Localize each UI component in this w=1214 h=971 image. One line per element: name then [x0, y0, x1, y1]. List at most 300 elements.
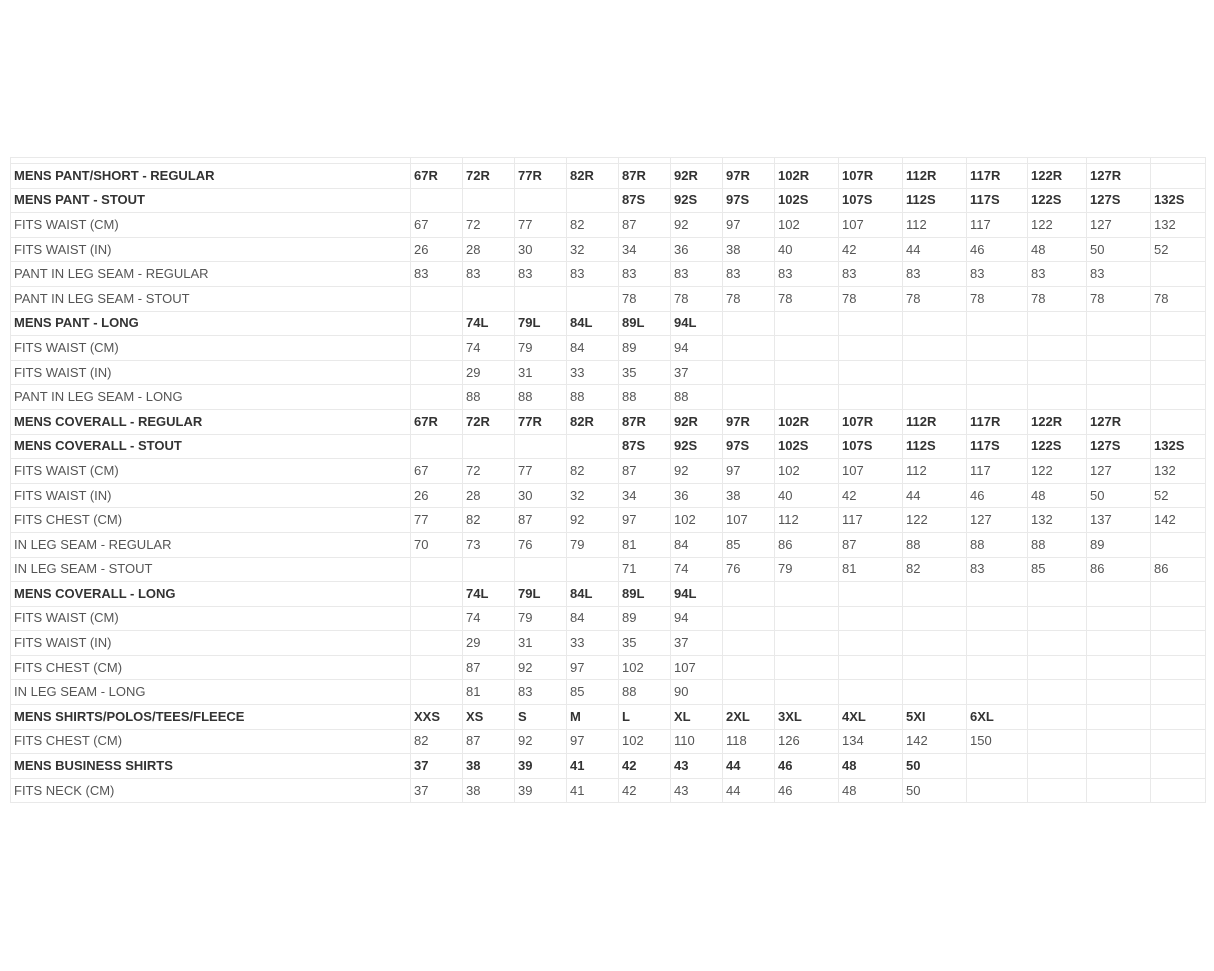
table-row: [11, 508, 1206, 533]
cell: 37: [671, 360, 723, 385]
table-row: [11, 754, 1206, 779]
cell: 67: [411, 459, 463, 484]
cell: 87: [619, 213, 671, 238]
cell: [515, 557, 567, 582]
cell: 107: [723, 508, 775, 533]
cell: [411, 311, 463, 336]
cell: 70: [411, 532, 463, 557]
cell: 83: [515, 262, 567, 287]
cell: [1028, 336, 1087, 361]
cell: 2XL: [723, 705, 775, 730]
cell: 112: [903, 213, 967, 238]
cell: 46: [967, 237, 1028, 262]
cell: 31: [515, 360, 567, 385]
cell: 107: [839, 213, 903, 238]
cell: [411, 336, 463, 361]
cell: 117: [967, 459, 1028, 484]
cell: 127: [967, 508, 1028, 533]
cell: [839, 311, 903, 336]
cell: [463, 557, 515, 582]
cell: 97R: [723, 164, 775, 189]
cell: 78: [1028, 286, 1087, 311]
row-label: FITS WAIST (IN): [11, 360, 411, 385]
cell: 32: [567, 237, 619, 262]
table-row: [11, 655, 1206, 680]
row-label: MENS PANT/SHORT - REGULAR: [11, 164, 411, 189]
cell: [903, 311, 967, 336]
cell: 92: [671, 213, 723, 238]
cell: 92S: [671, 434, 723, 459]
cell: 85: [567, 680, 619, 705]
cell: [967, 360, 1028, 385]
cell: [1028, 631, 1087, 656]
cell: [723, 606, 775, 631]
cell: 82: [567, 213, 619, 238]
table-row: [11, 336, 1206, 361]
cell: 94: [671, 606, 723, 631]
cell: 72: [463, 213, 515, 238]
cell: 67R: [411, 409, 463, 434]
cell: 33: [567, 360, 619, 385]
cell: [839, 631, 903, 656]
table-row: [11, 582, 1206, 607]
cell: 82R: [567, 409, 619, 434]
cell: 82: [463, 508, 515, 533]
cell: 102: [671, 508, 723, 533]
cell: 112: [775, 508, 839, 533]
cell: 97: [567, 729, 619, 754]
cell: [411, 582, 463, 607]
cell: 77R: [515, 164, 567, 189]
cell: S: [515, 705, 567, 730]
size-chart-table: [10, 157, 1206, 803]
cell: 38: [463, 778, 515, 803]
cell: 44: [903, 483, 967, 508]
cell: 89L: [619, 311, 671, 336]
cell: [1087, 754, 1151, 779]
table-row: [11, 532, 1206, 557]
row-label: FITS CHEST (CM): [11, 729, 411, 754]
cell: 83: [775, 262, 839, 287]
cell: [463, 286, 515, 311]
table-row: [11, 311, 1206, 336]
cell: 29: [463, 631, 515, 656]
table-row: [11, 459, 1206, 484]
cell: 40: [775, 237, 839, 262]
cell: [775, 631, 839, 656]
cell: 77: [515, 213, 567, 238]
cell: [723, 311, 775, 336]
cell: [967, 778, 1028, 803]
cell: [1028, 311, 1087, 336]
cell: 97S: [723, 188, 775, 213]
cell: [1151, 360, 1206, 385]
cell: 36: [671, 237, 723, 262]
cell: 117R: [967, 164, 1028, 189]
cell: 150: [967, 729, 1028, 754]
cell: [1028, 582, 1087, 607]
cell: 41: [567, 778, 619, 803]
cell: 37: [411, 778, 463, 803]
cell: 142: [903, 729, 967, 754]
cell: [839, 336, 903, 361]
cell: 46: [775, 778, 839, 803]
cell: 88: [671, 385, 723, 410]
cell: 134: [839, 729, 903, 754]
cell: [775, 360, 839, 385]
cell: [967, 385, 1028, 410]
cell: 127: [1087, 213, 1151, 238]
cell: [903, 336, 967, 361]
cell: 97S: [723, 434, 775, 459]
cell: [1151, 705, 1206, 730]
cell: [1028, 680, 1087, 705]
cell: [839, 606, 903, 631]
cell: [1087, 606, 1151, 631]
cell: 74: [463, 336, 515, 361]
table-row: [11, 729, 1206, 754]
cell: 79: [567, 532, 619, 557]
cell: 122S: [1028, 188, 1087, 213]
cell: 117S: [967, 434, 1028, 459]
table-row: [11, 631, 1206, 656]
cell: 84: [567, 606, 619, 631]
cell: 81: [839, 557, 903, 582]
cell: [903, 385, 967, 410]
cell: 37: [671, 631, 723, 656]
cell: [903, 582, 967, 607]
cell: 79: [515, 336, 567, 361]
cell: [411, 385, 463, 410]
cell: 132: [1151, 459, 1206, 484]
cell: [775, 311, 839, 336]
cell: 127S: [1087, 188, 1151, 213]
cell: 28: [463, 483, 515, 508]
cell: 112R: [903, 409, 967, 434]
cell: 112S: [903, 434, 967, 459]
cell: L: [619, 705, 671, 730]
cell: 50: [1087, 483, 1151, 508]
cell: 117: [839, 508, 903, 533]
cell: 97R: [723, 409, 775, 434]
cell: 30: [515, 483, 567, 508]
cell: [903, 655, 967, 680]
cell: 3XL: [775, 705, 839, 730]
cell: 42: [839, 237, 903, 262]
cell: [723, 360, 775, 385]
cell: 83: [723, 262, 775, 287]
cell: [1028, 606, 1087, 631]
cell: 44: [723, 778, 775, 803]
cell: 67: [411, 213, 463, 238]
cell: 48: [1028, 483, 1087, 508]
row-label: IN LEG SEAM - LONG: [11, 680, 411, 705]
cell: 107R: [839, 409, 903, 434]
cell: 89: [1087, 532, 1151, 557]
cell: [775, 655, 839, 680]
cell: 82R: [567, 164, 619, 189]
cell: 132S: [1151, 434, 1206, 459]
cell: [411, 557, 463, 582]
cell: 38: [463, 754, 515, 779]
cell: [411, 606, 463, 631]
cell: 112S: [903, 188, 967, 213]
cell: 79: [775, 557, 839, 582]
row-label: FITS CHEST (CM): [11, 508, 411, 533]
table-row: [11, 606, 1206, 631]
cell: 102: [775, 213, 839, 238]
cell: 35: [619, 360, 671, 385]
cell: 122R: [1028, 164, 1087, 189]
table-row: [11, 286, 1206, 311]
cell: 32: [567, 483, 619, 508]
row-label: FITS CHEST (CM): [11, 655, 411, 680]
cell: 48: [839, 754, 903, 779]
cell: [567, 188, 619, 213]
cell: [411, 360, 463, 385]
table-row: [11, 188, 1206, 213]
cell: 90: [671, 680, 723, 705]
cell: 78: [723, 286, 775, 311]
cell: 92: [515, 729, 567, 754]
cell: [1087, 336, 1151, 361]
cell: 122R: [1028, 409, 1087, 434]
cell: 88: [619, 385, 671, 410]
cell: [1151, 655, 1206, 680]
cell: 132S: [1151, 188, 1206, 213]
row-label: FITS NECK (CM): [11, 778, 411, 803]
cell: 82: [903, 557, 967, 582]
cell: 38: [723, 237, 775, 262]
cell: 78: [671, 286, 723, 311]
cell: 117S: [967, 188, 1028, 213]
cell: [967, 582, 1028, 607]
cell: 46: [967, 483, 1028, 508]
cell: 88: [515, 385, 567, 410]
cell: [1151, 778, 1206, 803]
cell: 79L: [515, 582, 567, 607]
cell: 42: [839, 483, 903, 508]
cell: [1151, 754, 1206, 779]
cell: 50: [903, 778, 967, 803]
cell: [1151, 606, 1206, 631]
cell: [967, 606, 1028, 631]
row-label: MENS BUSINESS SHIRTS: [11, 754, 411, 779]
cell: 122S: [1028, 434, 1087, 459]
cell: [1087, 705, 1151, 730]
cell: 86: [1087, 557, 1151, 582]
cell: 83: [411, 262, 463, 287]
cell: 92R: [671, 164, 723, 189]
table-row: [11, 262, 1206, 287]
cell: [967, 631, 1028, 656]
cell: 42: [619, 754, 671, 779]
cell: [775, 582, 839, 607]
cell: 84: [671, 532, 723, 557]
cell: [567, 286, 619, 311]
row-label: MENS COVERALL - STOUT: [11, 434, 411, 459]
cell: [1151, 409, 1206, 434]
row-label: MENS SHIRTS/POLOS/TEES/FLEECE: [11, 705, 411, 730]
cell: 87R: [619, 164, 671, 189]
cell: 94L: [671, 311, 723, 336]
cell: 87S: [619, 188, 671, 213]
row-label: FITS WAIST (CM): [11, 336, 411, 361]
cell: 87: [619, 459, 671, 484]
cell: 85: [723, 532, 775, 557]
cell: [1028, 360, 1087, 385]
cell: 102R: [775, 409, 839, 434]
cell: [1087, 385, 1151, 410]
cell: 102: [775, 459, 839, 484]
table-row: [11, 164, 1206, 189]
cell: 67R: [411, 164, 463, 189]
cell: 87: [515, 508, 567, 533]
row-label: FITS WAIST (CM): [11, 459, 411, 484]
cell: 127R: [1087, 164, 1151, 189]
cell: 84L: [567, 582, 619, 607]
cell: [463, 188, 515, 213]
cell: 97: [619, 508, 671, 533]
cell: [1151, 631, 1206, 656]
cell: 77: [515, 459, 567, 484]
cell: 41: [567, 754, 619, 779]
cell: 102: [619, 729, 671, 754]
cell: 97: [723, 213, 775, 238]
cell: 122: [903, 508, 967, 533]
cell: 88: [1028, 532, 1087, 557]
cell: 74: [671, 557, 723, 582]
cell: 72R: [463, 164, 515, 189]
cell: XS: [463, 705, 515, 730]
cell: [1151, 385, 1206, 410]
cell: 107: [839, 459, 903, 484]
cell: [839, 385, 903, 410]
cell: 88: [567, 385, 619, 410]
cell: [903, 606, 967, 631]
cell: [1151, 680, 1206, 705]
cell: 78: [903, 286, 967, 311]
cell: 85: [1028, 557, 1087, 582]
cell: 87: [463, 729, 515, 754]
cell: [775, 680, 839, 705]
cell: 82: [411, 729, 463, 754]
cell: [967, 680, 1028, 705]
cell: [1087, 778, 1151, 803]
cell: 40: [775, 483, 839, 508]
cell: 127S: [1087, 434, 1151, 459]
cell: 35: [619, 631, 671, 656]
cell: 79: [515, 606, 567, 631]
cell: 107S: [839, 434, 903, 459]
cell: 88: [619, 680, 671, 705]
cell: [723, 655, 775, 680]
cell: [1151, 262, 1206, 287]
row-label: FITS WAIST (IN): [11, 237, 411, 262]
table-row: [11, 213, 1206, 238]
cell: 102R: [775, 164, 839, 189]
cell: 79L: [515, 311, 567, 336]
cell: [1087, 582, 1151, 607]
cell: 26: [411, 237, 463, 262]
cell: 87R: [619, 409, 671, 434]
cell: 83: [671, 262, 723, 287]
cell: [1151, 532, 1206, 557]
cell: 137: [1087, 508, 1151, 533]
cell: [463, 434, 515, 459]
cell: 39: [515, 778, 567, 803]
cell: 78: [839, 286, 903, 311]
cell: 74L: [463, 582, 515, 607]
cell: 83: [463, 262, 515, 287]
cell: XL: [671, 705, 723, 730]
cell: 83: [515, 680, 567, 705]
cell: [967, 336, 1028, 361]
cell: [903, 631, 967, 656]
cell: 83: [967, 557, 1028, 582]
cell: [1087, 680, 1151, 705]
table-row: [11, 237, 1206, 262]
cell: 52: [1151, 237, 1206, 262]
cell: 112R: [903, 164, 967, 189]
cell: 76: [723, 557, 775, 582]
cell: 132: [1151, 213, 1206, 238]
row-label: PANT IN LEG SEAM - STOUT: [11, 286, 411, 311]
row-label: MENS COVERALL - LONG: [11, 582, 411, 607]
cell: 89: [619, 606, 671, 631]
cell: 92R: [671, 409, 723, 434]
cell: 97: [723, 459, 775, 484]
cell: 81: [463, 680, 515, 705]
cell: 48: [839, 778, 903, 803]
cell: 78: [619, 286, 671, 311]
cell: 87: [839, 532, 903, 557]
cell: 78: [967, 286, 1028, 311]
cell: 89L: [619, 582, 671, 607]
cell: 92S: [671, 188, 723, 213]
cell: 37: [411, 754, 463, 779]
cell: 126: [775, 729, 839, 754]
cell: 5XI: [903, 705, 967, 730]
cell: 82: [567, 459, 619, 484]
cell: [1151, 164, 1206, 189]
cell: 88: [463, 385, 515, 410]
row-label: FITS WAIST (IN): [11, 631, 411, 656]
cell: 73: [463, 532, 515, 557]
cell: 83: [619, 262, 671, 287]
cell: 86: [775, 532, 839, 557]
row-label: MENS PANT - LONG: [11, 311, 411, 336]
cell: [1151, 582, 1206, 607]
cell: [967, 655, 1028, 680]
cell: 71: [619, 557, 671, 582]
row-label: IN LEG SEAM - REGULAR: [11, 532, 411, 557]
row-label: MENS PANT - STOUT: [11, 188, 411, 213]
cell: 117R: [967, 409, 1028, 434]
cell: [515, 286, 567, 311]
cell: 52: [1151, 483, 1206, 508]
cell: 29: [463, 360, 515, 385]
cell: 43: [671, 778, 723, 803]
table-row: [11, 680, 1206, 705]
cell: [1151, 311, 1206, 336]
table-row: [11, 705, 1206, 730]
cell: 30: [515, 237, 567, 262]
cell: 122: [1028, 213, 1087, 238]
cell: M: [567, 705, 619, 730]
cell: 122: [1028, 459, 1087, 484]
cell: 77R: [515, 409, 567, 434]
